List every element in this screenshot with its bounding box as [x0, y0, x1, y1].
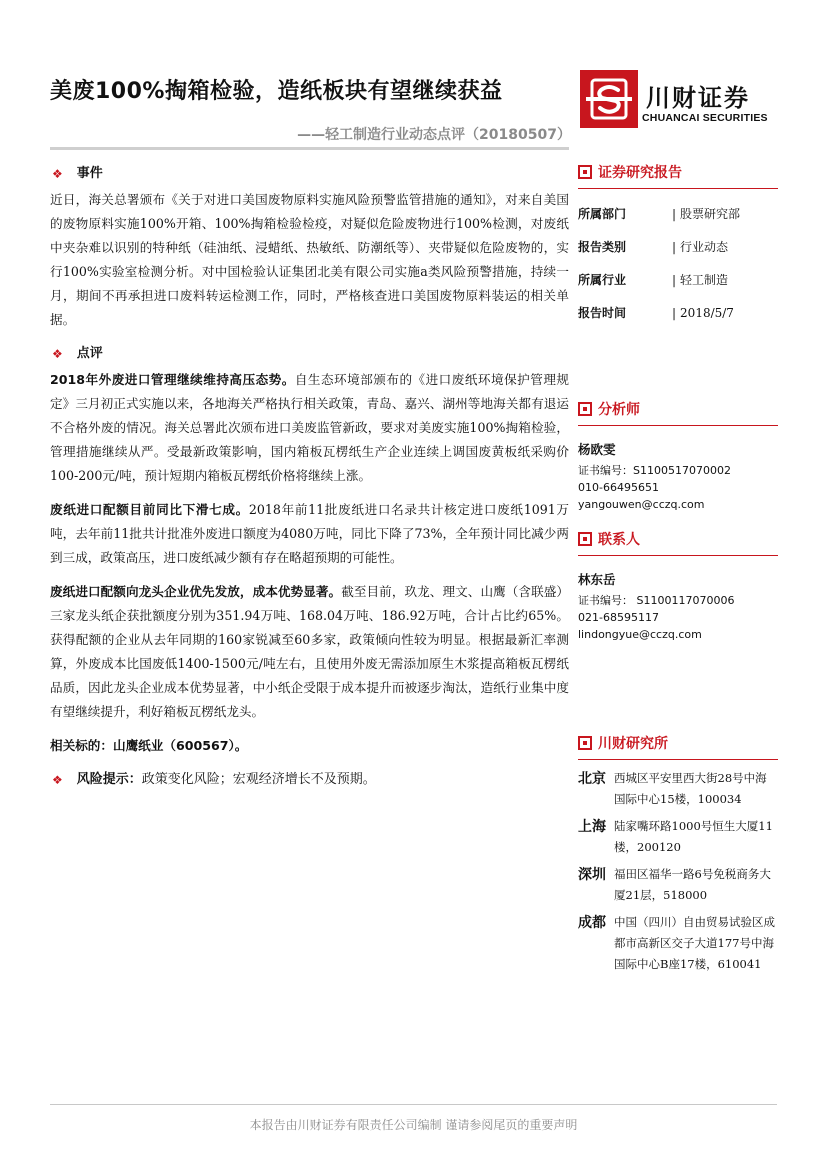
event-heading-label: 事件: [76, 166, 103, 181]
contact-phone: 021-68595117: [578, 611, 659, 624]
paragraph-body: 自生态环境部颁布的《进口废纸环境保护管理规定》三月初正式实施以来，各地海关严格执行相关政策，青岛、嘉兴、湖州等地海关都有退运不合格外废的情况。海关总署此次颁布进口美废监管新政，要求对美废实施100%掏箱检验，管理措施继续从严。受最新政策影响，国内箱板瓦楞纸生产企业连续上调国废黄板纸采购价100-200元/吨，预计短期内箱板瓦楞纸价格将继续上涨。: [50, 372, 569, 483]
analyst-cert: 证书编号：S1100517070002: [578, 464, 731, 477]
paragraph-lead: 废纸进口配额向龙头企业优先发放，成本优势显著。: [50, 584, 342, 599]
contact-email[interactable]: lindongyue@cczq.com: [578, 628, 702, 641]
contact-name: 林东岳: [578, 572, 616, 587]
brand-logo: [580, 70, 770, 130]
square-bullet-icon: [578, 736, 592, 750]
analyst-heading: 分析师: [578, 399, 778, 419]
office-address: 福田区福华一路6号免税商务大厦21层，518000: [614, 867, 771, 902]
institute-heading: 川财研究所: [578, 733, 778, 753]
page-subtitle: ——轻工制造行业动态点评（20180507）: [297, 127, 571, 143]
office-city: 北京: [578, 771, 606, 787]
logo-name-en: CHUANCAI SECURITIES: [642, 112, 768, 124]
analyst-phone: 010-66495651: [578, 481, 659, 494]
sidebar-divider: [578, 188, 778, 189]
meta-key: 所属部门: [578, 207, 627, 221]
report-info-heading: 证券研究报告: [578, 162, 778, 182]
meta-row: [578, 263, 778, 296]
square-bullet-icon: [578, 532, 592, 546]
event-heading: [50, 162, 569, 186]
comment-paragraph-2: [50, 498, 569, 570]
meta-row: [578, 197, 778, 230]
paragraph-body: 截至目前，玖龙、理文、山鹰（含联盛）三家龙头纸企获批额度分别为351.94万吨、168.04万吨、186.92万吨，合计占比约65%。获得配额的企业从去年同期的160家锐减至60多家，政策倾向性较为明显。根据最新汇率测算，外废成本比国废低1400-1500元/吨左右，且使用外废无需添加原生木浆提高箱板瓦楞纸品质，因此龙头企业成本优势显著，中小纸企受限于成本提升而被逐步淘汰，造纸行业集中度有望继续提升，利好箱板瓦楞纸龙头。: [50, 584, 570, 719]
related-stock: 相关标的：山鹰纸业（600567）。: [50, 738, 248, 753]
office-address: 中国（四川）自由贸易试验区成都市高新区交子大道177号中海国际中心B座17楼，610041: [614, 915, 775, 971]
office-city: 上海: [578, 819, 606, 835]
sidebar-divider: [578, 759, 778, 760]
meta-value: | 行业动态: [672, 238, 728, 255]
analyst-name: 杨欧雯: [578, 442, 616, 457]
diamond-bullet-icon: ❖: [52, 167, 63, 181]
logo-mark-icon: [580, 70, 638, 128]
sidebar: [578, 162, 778, 981]
logo-name-cn: 川财证券: [646, 84, 750, 112]
meta-value: | 轻工制造: [672, 271, 728, 288]
contact-heading: 联系人: [578, 529, 778, 549]
paragraph-lead: 2018年外废进口管理继续维持高压态势。: [50, 372, 295, 387]
paragraph-lead: 废纸进口配额目前同比下滑七成。: [50, 502, 249, 517]
sidebar-divider: [578, 425, 778, 426]
meta-key: 所属行业: [578, 273, 627, 287]
comment-paragraph-1: [50, 368, 569, 488]
diamond-bullet-icon: ❖: [52, 773, 63, 787]
office-chengdu: [578, 912, 778, 975]
contact-cert: 证书编号： S1100117070006: [578, 594, 735, 607]
header-divider: [50, 147, 569, 150]
footer-divider: [50, 1104, 777, 1105]
page-title: 美废100%掏箱检验，造纸板块有望继续获益: [50, 79, 503, 104]
main-content: [50, 162, 569, 794]
sidebar-divider: [578, 555, 778, 556]
meta-key: 报告类别: [578, 240, 627, 254]
risk-text: 政策变化风险；宏观经济增长不及预期。: [141, 772, 376, 787]
risk-heading: 风险提示：: [76, 772, 142, 787]
meta-row: [578, 230, 778, 263]
meta-value: | 股票研究部: [672, 205, 740, 222]
footer-disclaimer: 本报告由川财证券有限责任公司编制 谨请参阅尾页的重要声明: [249, 1118, 578, 1132]
comment-heading: [50, 342, 569, 366]
analyst-email[interactable]: yangouwen@cczq.com: [578, 498, 705, 511]
office-city: 深圳: [578, 867, 606, 883]
meta-key: 报告时间: [578, 306, 627, 320]
square-bullet-icon: [578, 402, 592, 416]
comment-paragraph-3: [50, 580, 569, 724]
event-text: 近日，海关总署颁布《关于对进口美国废物原料实施风险预警监管措施的通知》，对来自美国的废物原料实施100%开箱、100%掏箱检验检疫，对疑似危险废物进行100%检测，对废纸中夹杂难以识别的特种纸（硅油纸、浸蜡纸、热敏纸、防潮纸等）、夹带疑似危险废物的，实行100%实验室检测分析。对中国检验认证集团北美有限公司实施a类风险预警措施，持续一月，期间不再承担进口废料转运检测工作，同时，严格核查进口美国废物原料装运的相关单据。: [50, 192, 569, 327]
office-address: 西城区平安里西大街28号中海国际中心15楼，100034: [614, 771, 767, 806]
square-bullet-icon: [578, 165, 592, 179]
risk-section: [50, 768, 569, 792]
meta-value: | 2018/5/7: [672, 306, 734, 320]
comment-heading-label: 点评: [76, 346, 103, 361]
office-shenzhen: [578, 864, 778, 906]
office-address: 陆家嘴环路1000号恒生大厦11楼，200120: [614, 819, 773, 854]
office-beijing: [578, 768, 778, 810]
paragraph-body: 2018年前11批废纸进口名录共计核定进口废纸1091万吨，去年前11批共计批准外废进口额度为4080万吨，同比下降了73%，全年预计同比减少两到三成，政策高压，进口废纸减少额有存在略超预期的可能性。: [50, 502, 569, 565]
diamond-bullet-icon: ❖: [52, 347, 63, 361]
office-city: 成都: [578, 915, 606, 931]
office-shanghai: [578, 816, 778, 858]
meta-row: [578, 296, 778, 329]
